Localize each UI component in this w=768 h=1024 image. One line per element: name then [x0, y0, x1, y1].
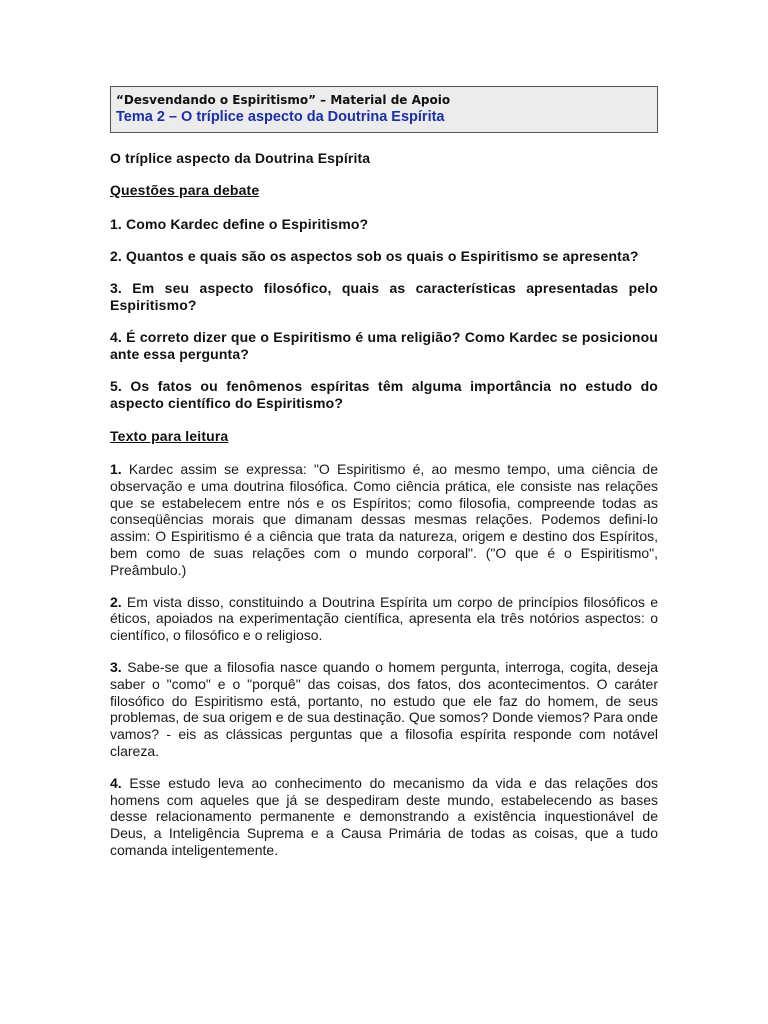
- header-box: [110, 86, 658, 133]
- reading-paragraph-1: [110, 461, 658, 579]
- paragraph-text: Sabe-se que a filosofia nasce quando o homem pergunta, interroga, cogita, deseja saber o "como" e o "porquê" das coisas, dos fatos, dos acontecimentos. O caráter filosófico do Espiritismo está, portanto, no estudo que ele faz do homem, de seus problemas, de sua origem e de sua destinação. Que somos? Donde viemos? Para onde vamos? - eis as clássicas perguntas que a filosofia espírita responde com notável clareza.: [110, 658, 658, 759]
- question-3: 3. Em seu aspecto filosófico, quais as características apresentadas pelo Espiritismo?: [110, 280, 658, 313]
- question-2: 2. Quantos e quais são os aspectos sob os quais o Espiritismo se apresenta?: [110, 248, 639, 264]
- reading-paragraph-2: [110, 594, 658, 644]
- reading-paragraph-4: [110, 775, 658, 859]
- paragraph-text: Em vista disso, constituindo a Doutrina Espírita um corpo de princípios filosóficos e éticos, apoiados na experimentação científica, apresenta ela três notórios aspectos: o científico, o filosófico e o religioso.: [110, 593, 658, 644]
- paragraph-number: 1.: [110, 461, 122, 477]
- document-page: [110, 86, 658, 859]
- paragraph-number: 4.: [110, 774, 122, 791]
- questions-heading: Questões para debate: [110, 182, 260, 198]
- paragraph-number: 3.: [110, 658, 122, 675]
- paragraph-text: Esse estudo leva ao conhecimento do mecanismo da vida e das relações dos homens com aqueles que já se despediram deste mundo, estabelecendo as bases desse relacionamento permanente e demonstrando a existência inquestionável de Deus, a Inteligência Suprema e a Causa Primária de todas as coisas, que a tudo comanda inteligentemente.: [110, 774, 658, 858]
- question-1: 1. Como Kardec define o Espiritismo?: [110, 216, 369, 232]
- question-5: 5. Os fatos ou fenômenos espíritas têm alguma importância no estudo do aspecto científico do Espiritismo?: [110, 378, 658, 411]
- material-title: “Desvendando o Espiritismo” – Material de Apoio: [116, 93, 451, 107]
- reading-heading: Texto para leitura: [110, 428, 229, 444]
- document-title: O tríplice aspecto da Doutrina Espírita: [110, 150, 371, 166]
- paragraph-text: Kardec assim se expressa: "O Espiritismo é, ao mesmo tempo, uma ciência de observação e uma doutrina filosófica. Como ciência prática, ele consiste nas relações que se estabelecem entre nós e os Espíritos; como filosofia, compreende todas as conseqüências morais que dimanam dessas mesmas relações. Podemos defini-lo assim: O Espiritismo é a ciência que trata da natureza, origem e destino dos Espíritos, bem como de suas relações com o mundo corporal". ("O que é o Espiritismo", Preâmbulo.): [110, 461, 658, 578]
- paragraph-number: 2.: [110, 593, 122, 610]
- theme-title: Tema 2 – O tríplice aspecto da Doutrina Espírita: [116, 109, 445, 125]
- reading-paragraph-3: [110, 659, 658, 760]
- question-4: 4. É correto dizer que o Espiritismo é uma religião? Como Kardec se posicionou ante essa pergunta?: [110, 329, 658, 362]
